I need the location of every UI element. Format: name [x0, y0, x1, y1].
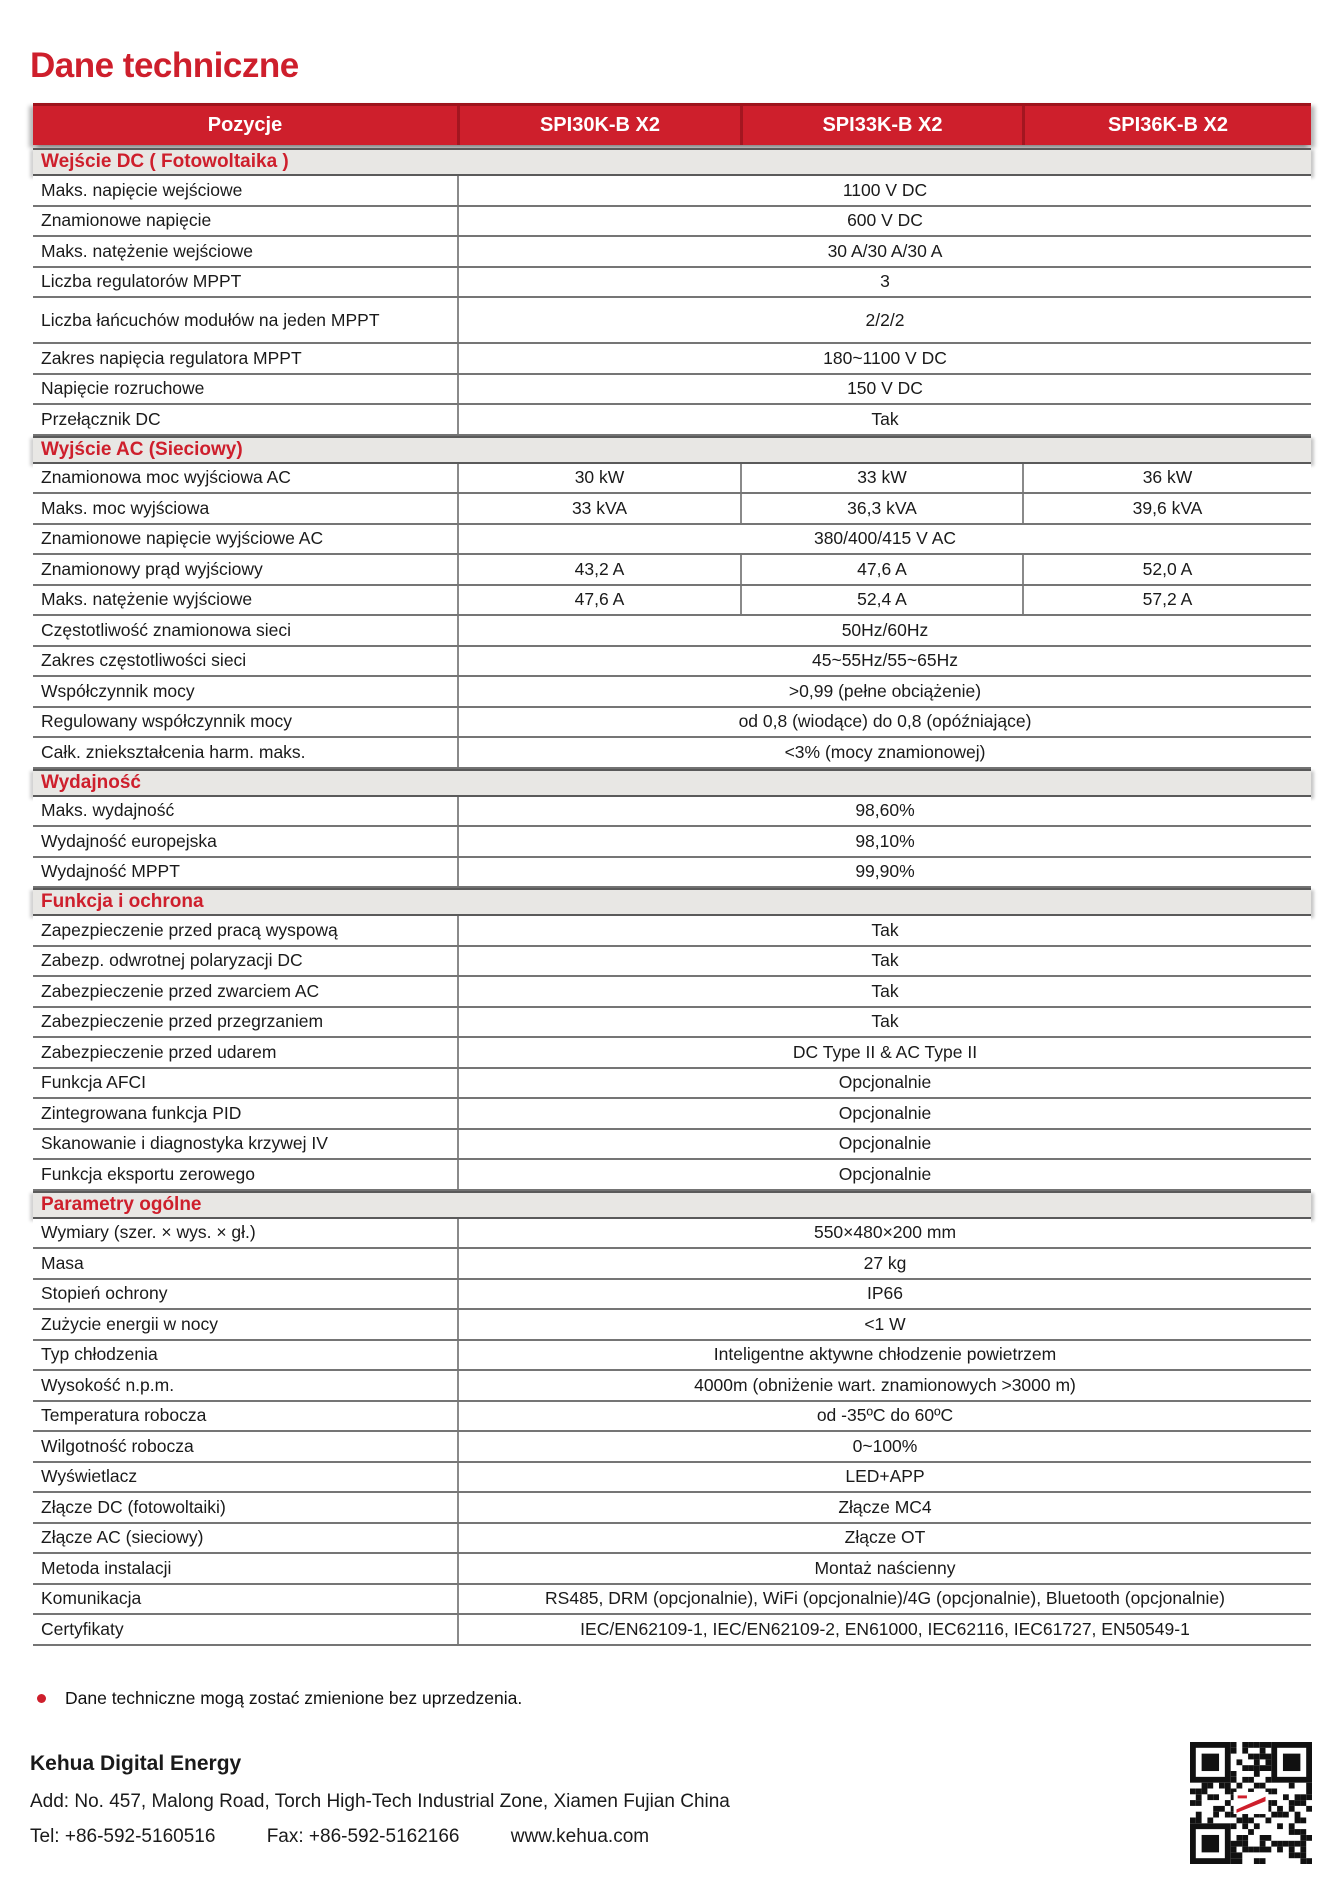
company-web: www.kehua.com [510, 1826, 650, 1847]
table-row [33, 1493, 1311, 1524]
table-row [33, 1099, 1311, 1130]
row-value: 98,60% [457, 797, 1311, 826]
table-row [33, 375, 1311, 406]
table-row [33, 237, 1311, 268]
section-header: Wydajność [33, 769, 1311, 797]
table-row [33, 1463, 1311, 1494]
row-label: Maks. moc wyjściowa [41, 497, 210, 518]
row-label: Znamionowe napięcie [41, 210, 212, 231]
row-value: LED+APP [457, 1463, 1311, 1492]
row-value: Tak [457, 947, 1311, 976]
row-label: Złącze DC (fotowoltaiki) [41, 1496, 226, 1517]
row-value: Montaż naścienny [457, 1554, 1311, 1583]
row-value: <3% (mocy znamionowej) [457, 738, 1311, 767]
row-label: Typ chłodzenia [41, 1344, 158, 1365]
table-row [33, 1310, 1311, 1341]
table-row [33, 708, 1311, 739]
footnote [37, 1688, 522, 1709]
table-row [33, 797, 1311, 828]
row-label: Wydajność MPPT [41, 861, 180, 882]
column-header: SPI30K-B X2 [457, 106, 740, 145]
table-row [33, 586, 1311, 617]
row-value: 380/400/415 V AC [457, 525, 1311, 554]
table-row [33, 1371, 1311, 1402]
row-label: Maks. wydajność [41, 800, 175, 821]
row-value: Tak [457, 1008, 1311, 1037]
row-value: Opcjonalnie [457, 1130, 1311, 1159]
footnote-text: Dane techniczne mogą zostać zmienione bez uprzedzenia. [65, 1688, 523, 1708]
row-value: 43,2 A [457, 555, 740, 584]
row-value: <1 W [457, 1310, 1311, 1339]
row-value: od 0,8 (wiodące) do 0,8 (opóźniające) [457, 708, 1311, 737]
row-value: IEC/EN62109-1, IEC/EN62109-2, EN61000, IEC62116, IEC61727, EN50549-1 [457, 1615, 1311, 1644]
row-label: Zabezpieczenie przed udarem [41, 1041, 277, 1062]
table-row [33, 738, 1311, 769]
row-value: Tak [457, 916, 1311, 945]
row-label: Zużycie energii w nocy [41, 1313, 219, 1334]
table-row [33, 405, 1311, 436]
row-label: Certyfikaty [41, 1618, 124, 1639]
table-row [33, 1341, 1311, 1372]
row-label: Skanowanie i diagnostyka krzywej IV [41, 1133, 328, 1154]
row-value: >0,99 (pełne obciążenie) [457, 677, 1311, 706]
table-row [33, 1130, 1311, 1161]
row-value: 36,3 kVA [740, 494, 1022, 523]
row-value: 57,2 A [1022, 586, 1311, 615]
row-value: RS485, DRM (opcjonalnie), WiFi (opcjonalnie)/4G (opcjonalnie), Bluetooth (opcjonalnie) [457, 1585, 1311, 1614]
row-label: Temperatura robocza [41, 1405, 207, 1426]
row-value: 600 V DC [457, 207, 1311, 236]
row-value: 2/2/2 [457, 298, 1311, 342]
row-value: 33 kVA [457, 494, 740, 523]
table-row [33, 344, 1311, 375]
row-label: Komunikacja [41, 1588, 142, 1609]
table-row [33, 207, 1311, 238]
row-label: Masa [41, 1252, 84, 1273]
section-header: Wyjście AC (Sieciowy) [33, 436, 1311, 464]
table-row [33, 1249, 1311, 1280]
row-value: 1100 V DC [457, 176, 1311, 205]
table-row [33, 1402, 1311, 1433]
company-address: Add: No. 457, Malong Road, Torch High-Tech Industrial Zone, Xiamen Fujian China [30, 1791, 730, 1812]
row-value: 47,6 A [740, 555, 1022, 584]
table-row [33, 1219, 1311, 1250]
row-value: 3 [457, 268, 1311, 297]
row-label: Zabezp. odwrotnej polaryzacji DC [41, 950, 303, 971]
row-label: Funkcja eksportu zerowego [41, 1163, 255, 1184]
row-label: Zapezpieczenie przed pracą wyspową [41, 919, 338, 940]
row-value: od -35ºC do 60ºC [457, 1402, 1311, 1431]
spec-table [33, 103, 1311, 1646]
row-value: 30 kW [457, 464, 740, 493]
row-label: Zabezpieczenie przed przegrzaniem [41, 1011, 324, 1032]
table-row [33, 1038, 1311, 1069]
spec-table-header [33, 103, 1311, 145]
table-row [33, 947, 1311, 978]
table-row [33, 647, 1311, 678]
row-label: Maks. natężenie wejściowe [41, 240, 254, 261]
company-tel: Tel: +86-592-5160516 [30, 1826, 216, 1847]
row-value: 550×480×200 mm [457, 1219, 1311, 1248]
row-value: 99,90% [457, 858, 1311, 887]
table-row [33, 1554, 1311, 1585]
row-value: Tak [457, 977, 1311, 1006]
section-header: Wejście DC ( Fotowoltaika ) [33, 148, 1311, 176]
row-label: Liczba regulatorów MPPT [41, 271, 242, 292]
row-value: DC Type II & AC Type II [457, 1038, 1311, 1067]
company-name: Kehua Digital Energy [30, 1752, 242, 1775]
table-row [33, 525, 1311, 556]
row-value: 4000m (obniżenie wart. znamionowych >3000 m) [457, 1371, 1311, 1400]
row-label: Liczba łańcuchów modułów na jeden MPPT [41, 309, 380, 330]
table-row [33, 1008, 1311, 1039]
row-label: Wymiary (szer. × wys. × gł.) [41, 1222, 256, 1243]
table-row [33, 1524, 1311, 1555]
row-label: Wyświetlacz [41, 1466, 138, 1487]
row-label: Maks. natężenie wyjściowe [41, 589, 253, 610]
qr-code [1190, 1742, 1312, 1864]
row-value: 30 A/30 A/30 A [457, 237, 1311, 266]
table-row [33, 916, 1311, 947]
company-fax: Fax: +86-592-5162166 [266, 1826, 460, 1847]
table-row [33, 858, 1311, 889]
table-row [33, 1615, 1311, 1646]
row-label: Metoda instalacji [41, 1557, 172, 1578]
row-label: Maks. napięcie wejściowe [41, 179, 243, 200]
table-row [33, 268, 1311, 299]
row-label: Zakres częstotliwości sieci [41, 650, 247, 671]
note-bullet-icon [37, 1694, 46, 1703]
row-value: 52,4 A [740, 586, 1022, 615]
row-label: Stopień ochrony [41, 1283, 168, 1304]
table-row [33, 1432, 1311, 1463]
row-label: Funkcja AFCI [41, 1072, 147, 1093]
row-value: Opcjonalnie [457, 1069, 1311, 1098]
table-row [33, 1069, 1311, 1100]
footer [30, 1752, 730, 1848]
row-label: Częstotliwość znamionowa sieci [41, 619, 291, 640]
row-label: Znamionowy prąd wyjściowy [41, 558, 263, 579]
table-row [33, 464, 1311, 495]
column-header: Pozycje [207, 114, 283, 136]
row-label: Zintegrowana funkcja PID [41, 1102, 242, 1123]
row-value: 0~100% [457, 1432, 1311, 1461]
row-value: 33 kW [740, 464, 1022, 493]
row-value: Opcjonalnie [457, 1099, 1311, 1128]
table-row [33, 1280, 1311, 1311]
row-label: Współczynnik mocy [41, 680, 195, 701]
table-row [33, 494, 1311, 525]
table-row [33, 616, 1311, 647]
column-header: SPI36K-B X2 [1022, 106, 1311, 145]
row-label: Znamionowe napięcie wyjściowe AC [41, 528, 324, 549]
page-title: Dane techniczne [30, 46, 299, 85]
row-value: IP66 [457, 1280, 1311, 1309]
row-label: Wydajność europejska [41, 830, 217, 851]
row-value: Opcjonalnie [457, 1160, 1311, 1189]
row-value: 39,6 kVA [1022, 494, 1311, 523]
row-label: Złącze AC (sieciowy) [41, 1527, 204, 1548]
table-row [33, 1585, 1311, 1616]
row-value: Inteligentne aktywne chłodzenie powietrzem [457, 1341, 1311, 1370]
row-value: 27 kg [457, 1249, 1311, 1278]
column-header: SPI33K-B X2 [740, 106, 1022, 145]
row-label: Zabezpieczenie przed zwarciem AC [41, 980, 320, 1001]
row-label: Wysokość n.p.m. [41, 1374, 175, 1395]
row-label: Znamionowa moc wyjściowa AC [41, 467, 291, 488]
table-row [33, 555, 1311, 586]
table-row [33, 977, 1311, 1008]
row-label: Przełącznik DC [41, 408, 161, 429]
company-contact [30, 1826, 730, 1848]
spec-table-body [33, 148, 1311, 1646]
table-row [33, 176, 1311, 207]
row-label: Zakres napięcia regulatora MPPT [41, 347, 302, 368]
row-value: 36 kW [1022, 464, 1311, 493]
row-value: 98,10% [457, 827, 1311, 856]
row-label: Wilgotność robocza [41, 1435, 194, 1456]
table-row [33, 1160, 1311, 1191]
table-row [33, 677, 1311, 708]
row-label: Regulowany współczynnik mocy [41, 711, 292, 732]
table-row [33, 298, 1311, 344]
table-row [33, 827, 1311, 858]
row-value: Złącze MC4 [457, 1493, 1311, 1522]
row-value: 50Hz/60Hz [457, 616, 1311, 645]
row-value: 52,0 A [1022, 555, 1311, 584]
row-value: Złącze OT [457, 1524, 1311, 1553]
row-value: 180~1100 V DC [457, 344, 1311, 373]
row-label: Całk. zniekształcenia harm. maks. [41, 741, 306, 762]
row-label: Napięcie rozruchowe [41, 378, 205, 399]
section-header: Parametry ogólne [33, 1191, 1311, 1219]
row-value: Tak [457, 405, 1311, 434]
section-header: Funkcja i ochrona [33, 888, 1311, 916]
row-value: 45~55Hz/55~65Hz [457, 647, 1311, 676]
row-value: 47,6 A [457, 586, 740, 615]
row-value: 150 V DC [457, 375, 1311, 404]
